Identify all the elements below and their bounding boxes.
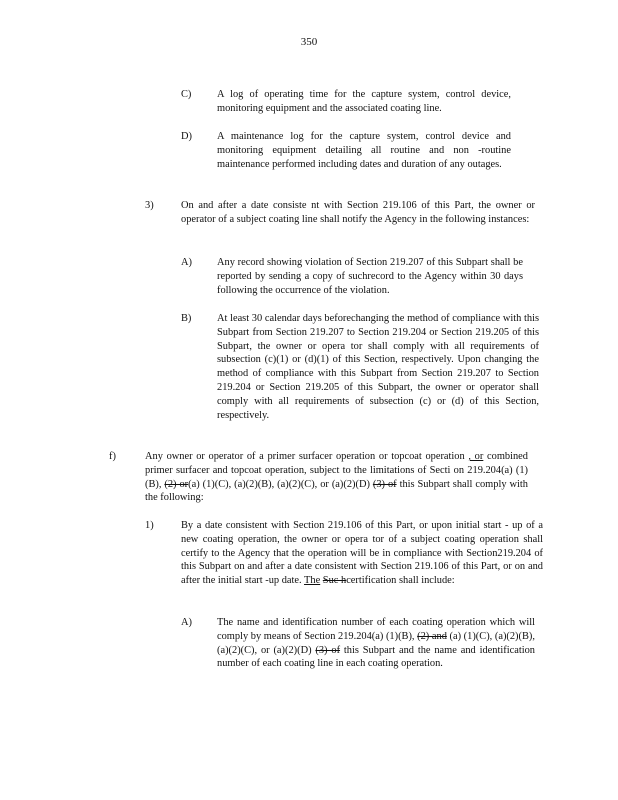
item-label-a2: A) xyxy=(181,617,192,628)
item-text-d: A maintenance log for the capture system, control device and monitoring equipment detailing all routine and non -routine maintenance performed including dates and duration of any outages. xyxy=(217,131,511,170)
a2-text-2: (a) (1)(C), (a)(2)(B), (a)(2)(C), or (a)(2)(D) xyxy=(217,630,535,656)
f-text-1: Any owner or operator of a primer surfacer operation or topcoat operation xyxy=(145,451,465,462)
item-label-c: C) xyxy=(181,89,192,100)
item1-text-2: certification shall include: xyxy=(346,575,455,587)
page-number: 350 xyxy=(300,36,318,48)
item-text-f xyxy=(145,450,528,505)
item1-text-1: By a date consistent with Section 219.106 of this Part, or upon initial start - up of a new coating operation, the owner or opera tor of a subject coating operation shall certify to the Agency that the operation will be in compliance with Section219.204 of this Subpart on and after a date consistent with Section 219.106 of this Part, or on and after the initial start -up date. xyxy=(181,520,543,587)
item-text-3: On and after a date consiste nt with Section 219.106 of this Part, the owner or operator of a subject coating line shall notify the Agency in the following instances: xyxy=(181,200,535,225)
f-inserted-or: , or xyxy=(468,451,484,462)
a2-text-3: this Subpart and the name and identification number of each coating line in each coating operation. xyxy=(217,644,535,670)
f-text-3: (a) (1)(C), (a)(2)(B), (a)(2)(C), or (a)(2)(D) xyxy=(188,478,370,490)
item-label-3: 3) xyxy=(145,200,154,211)
a2-deleted-1: (2) and xyxy=(417,630,447,642)
item-label-a: A) xyxy=(181,257,192,268)
item-label-f: f) xyxy=(109,451,116,462)
f-deleted-1: (2) or xyxy=(164,478,189,490)
f-text-4: this Subpart shall comply with the following: xyxy=(145,478,528,504)
f-text-2: combined primer surfacer and topcoat operation, subject to the limitations of Secti on 219.204(a) (1)(B), xyxy=(145,451,528,490)
item1-deleted-such: Suc h xyxy=(322,575,347,587)
a2-text-1: The name and identification number of each coating operation which will comply by means of Section 219.204(a) (1)(B), xyxy=(217,617,535,642)
item-text-c: A log of operating time for the capture system, control device, monitoring equipment and the associated coating line. xyxy=(217,89,511,114)
item1-inserted-the: The xyxy=(304,575,321,587)
a2-deleted-2: (3) of xyxy=(315,644,341,656)
item-label-b: B) xyxy=(181,313,192,324)
f-deleted-2: (3) of xyxy=(372,478,397,490)
item-label-1: 1) xyxy=(145,520,154,531)
item-text-b: At least 30 calendar days beforechanging the method of compliance with this Subpart from Section 219.207 to Section 219.204 or Section 219.205 of this Subpart, the owner or opera tor shall comply with all requirements of subsection (c)(1) or (d)(1) of this Section, respectively. Upon changing the method of compliance with this Subpart from Section 219.207 to Section 219.204 or Section 219.205 of this Subpart, the owner or operator shall comply with all requirements of subsection (c) or (d) of this Section, respectively. xyxy=(217,313,539,421)
item-text-1 xyxy=(181,519,543,588)
item-label-d: D) xyxy=(181,131,192,142)
item-text-a2 xyxy=(217,616,535,671)
item-text-a: Any record showing violation of Section 219.207 of this Subpart shall be reported by sending a copy of suchrecord to the Agency within 30 days following the occurrence of the violation. xyxy=(217,257,523,296)
